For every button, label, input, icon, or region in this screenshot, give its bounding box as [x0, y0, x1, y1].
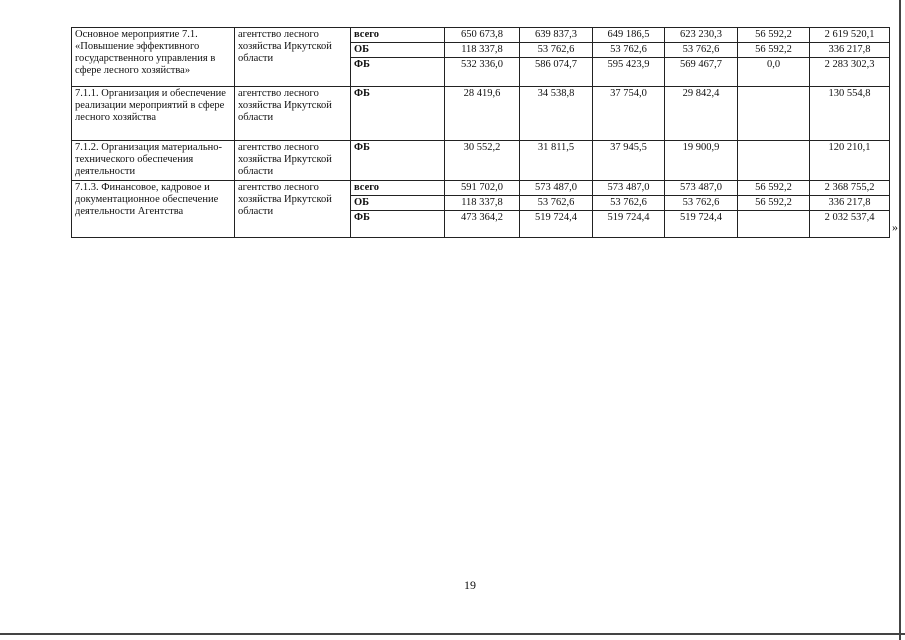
- total-amount-cell: 336 217,8: [810, 196, 890, 211]
- amount-cell: 28 419,6: [445, 87, 520, 141]
- activity-name-cell: 7.1.3. Финансовое, кадровое и документационное обеспечение деятельности Агентства: [72, 181, 235, 238]
- total-amount-cell: 130 554,8: [810, 87, 890, 141]
- executor-cell: агентство лесного хозяйства Иркутской области: [235, 181, 351, 238]
- executor-cell: агентство лесного хозяйства Иркутской области: [235, 141, 351, 181]
- amount-cell: 595 423,9: [593, 58, 665, 87]
- funding-source-cell: ФБ: [351, 58, 445, 87]
- amount-cell: 591 702,0: [445, 181, 520, 196]
- amount-cell: 519 724,4: [665, 211, 738, 238]
- funding-source-cell: всего: [351, 181, 445, 196]
- total-amount-cell: 2 283 302,3: [810, 58, 890, 87]
- amount-cell: 0,0: [738, 58, 810, 87]
- amount-cell: 34 538,8: [520, 87, 593, 141]
- page-right-border: [899, 0, 901, 640]
- amount-cell: 56 592,2: [738, 28, 810, 43]
- amount-cell: 37 754,0: [593, 87, 665, 141]
- amount-cell: 649 186,5: [593, 28, 665, 43]
- funding-source-cell: ФБ: [351, 211, 445, 238]
- amount-cell: 19 900,9: [665, 141, 738, 181]
- funding-source-cell: ОБ: [351, 43, 445, 58]
- page-bottom-border: [0, 633, 905, 635]
- amount-cell: 37 945,5: [593, 141, 665, 181]
- amount-cell: 53 762,6: [520, 196, 593, 211]
- amount-cell: 53 762,6: [665, 196, 738, 211]
- table-row: [72, 28, 890, 43]
- amount-cell: 31 811,5: [520, 141, 593, 181]
- amount-cell: [738, 141, 810, 181]
- activity-name-cell: 7.1.2. Организация материально-технического обеспечения деятельности: [72, 141, 235, 181]
- amount-cell: 573 487,0: [593, 181, 665, 196]
- amount-cell: 118 337,8: [445, 196, 520, 211]
- amount-cell: 56 592,2: [738, 181, 810, 196]
- amount-cell: 30 552,2: [445, 141, 520, 181]
- funding-source-cell: всего: [351, 28, 445, 43]
- amount-cell: 532 336,0: [445, 58, 520, 87]
- activity-name-cell: Основное мероприятие 7.1. «Повышение эффективного государственного управления в сфере лесного хозяйства»: [72, 28, 235, 87]
- amount-cell: 53 762,6: [593, 196, 665, 211]
- amount-cell: 118 337,8: [445, 43, 520, 58]
- closing-quote-mark: »: [892, 220, 898, 234]
- total-amount-cell: 2 619 520,1: [810, 28, 890, 43]
- amount-cell: 473 364,2: [445, 211, 520, 238]
- amount-cell: 639 837,3: [520, 28, 593, 43]
- amount-cell: [738, 211, 810, 238]
- amount-cell: 623 230,3: [665, 28, 738, 43]
- amount-cell: 53 762,6: [665, 43, 738, 58]
- total-amount-cell: 2 368 755,2: [810, 181, 890, 196]
- total-amount-cell: 120 210,1: [810, 141, 890, 181]
- activity-name-cell: 7.1.1. Организация и обеспечение реализации мероприятий в сфере лесного хозяйства: [72, 87, 235, 141]
- executor-cell: агентство лесного хозяйства Иркутской области: [235, 87, 351, 141]
- table-row: [72, 181, 890, 196]
- executor-cell: агентство лесного хозяйства Иркутской области: [235, 28, 351, 87]
- amount-cell: [738, 87, 810, 141]
- amount-cell: 519 724,4: [593, 211, 665, 238]
- funding-source-cell: ФБ: [351, 87, 445, 141]
- amount-cell: 56 592,2: [738, 196, 810, 211]
- total-amount-cell: 336 217,8: [810, 43, 890, 58]
- amount-cell: 586 074,7: [520, 58, 593, 87]
- amount-cell: 53 762,6: [593, 43, 665, 58]
- amount-cell: 650 673,8: [445, 28, 520, 43]
- funding-source-cell: ФБ: [351, 141, 445, 181]
- budget-table: [71, 27, 890, 238]
- total-amount-cell: 2 032 537,4: [810, 211, 890, 238]
- funding-source-cell: ОБ: [351, 196, 445, 211]
- amount-cell: 56 592,2: [738, 43, 810, 58]
- amount-cell: 519 724,4: [520, 211, 593, 238]
- amount-cell: 569 467,7: [665, 58, 738, 87]
- amount-cell: 29 842,4: [665, 87, 738, 141]
- page-number: 19: [464, 578, 476, 592]
- amount-cell: 573 487,0: [520, 181, 593, 196]
- table-row: [72, 87, 890, 141]
- amount-cell: 53 762,6: [520, 43, 593, 58]
- amount-cell: 573 487,0: [665, 181, 738, 196]
- table-row: [72, 141, 890, 181]
